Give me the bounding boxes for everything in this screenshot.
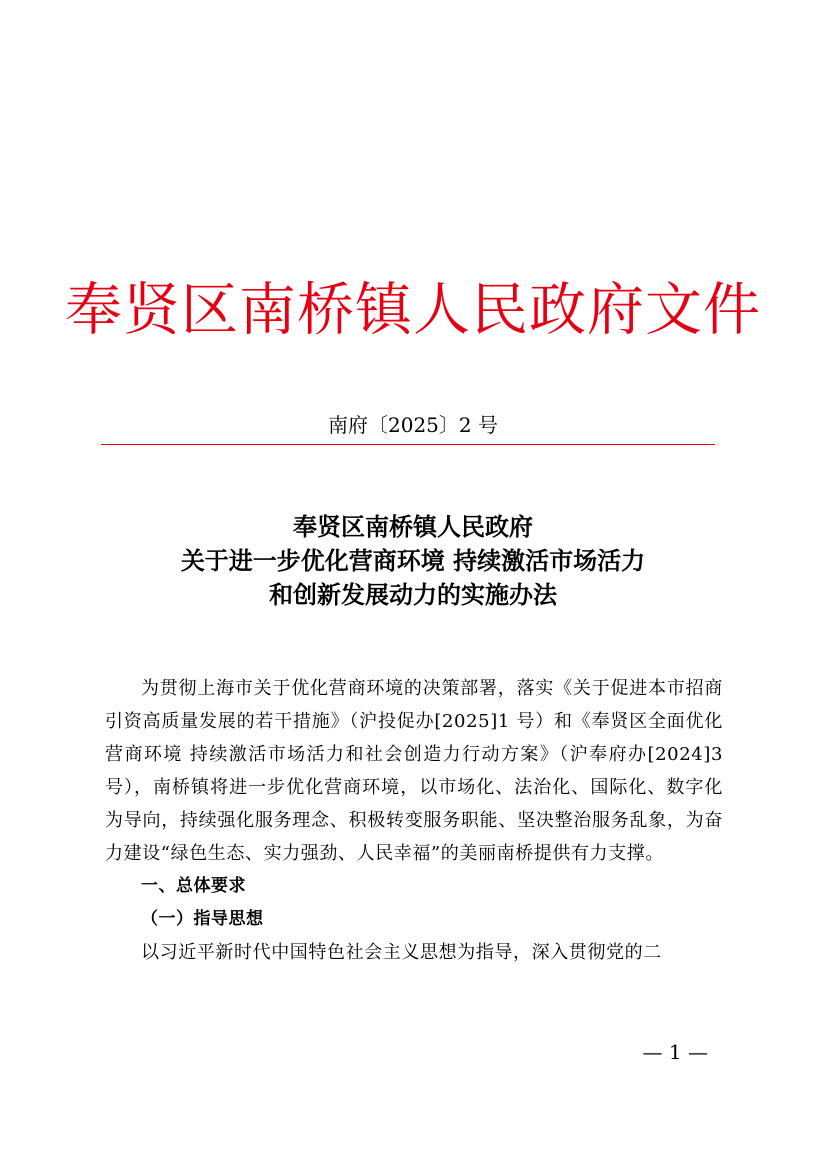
guiding-ideology-paragraph: 以习近平新时代中国特色社会主义思想为指导，深入贯彻党的二 [141, 942, 662, 963]
intro-paragraph: 为贯彻上海市关于优化营商环境的决策部署，落实《关于促进本市招商引资高质量发展的若干措施》（沪投促办[2025]1 号）和《奉贤区全面优化营商环境 持续激活市场活力和社会创造力行动方案》（沪奉府办[2024]3 号），南桥镇将进一步优化营商环境，以市场化、法治化、国际化、数字化为导向，持续强化服务理念、积极转变服务职能、坚决整治服务乱象，为奋力建设“绿色生态、实力强劲、人民幸福”的美丽南桥提供有力支撑。 [105, 678, 723, 864]
red-separator-line [101, 444, 715, 445]
document-number: 南府〔2025〕2 号 [328, 413, 498, 437]
subsection-heading-guiding-ideology: （一）指导思想 [141, 909, 264, 929]
document-title [0, 510, 826, 612]
title-line-3: 和创新发展动力的实施办法 [269, 580, 557, 609]
title-line-1: 奉贤区南桥镇人民政府 [293, 512, 533, 541]
page-number: — 1 — [642, 1040, 708, 1064]
document-body [105, 672, 723, 969]
title-line-2: 关于进一步优化营商环境 持续激活市场活力 [180, 546, 646, 575]
section-heading-general-requirements: 一、总体要求 [141, 876, 246, 896]
document-masthead: 奉贤区南桥镇人民政府文件 [65, 277, 761, 343]
